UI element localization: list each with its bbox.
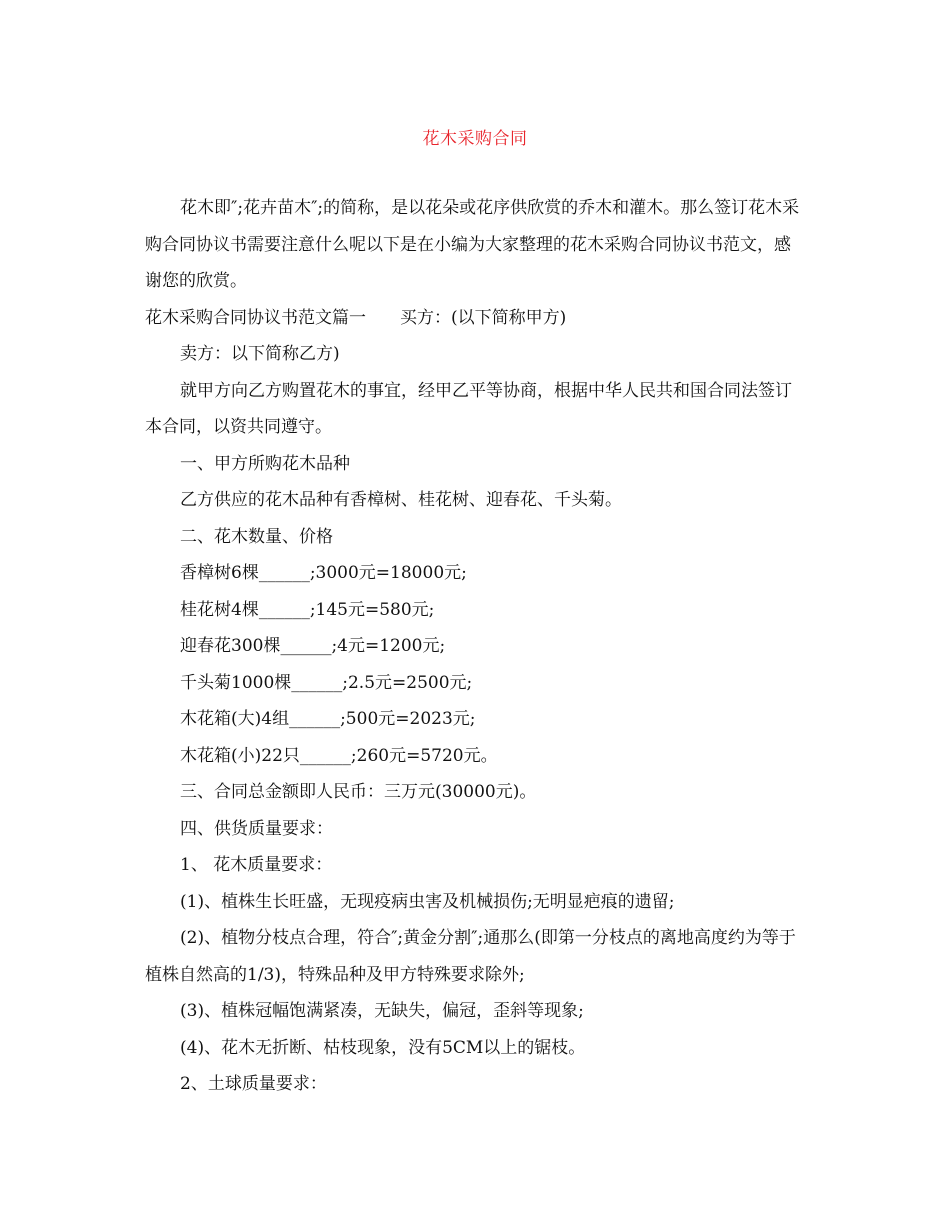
quality-item-3: (3)、植株冠幅饱满紧凑，无缺失，偏冠，歪斜等现象; <box>180 1001 584 1021</box>
price-line-chrysanthemum: 千头菊1000棵______;2.5元=2500元; <box>180 672 473 693</box>
quality-item-4: (4)、花木无折断、枯枝现象，没有5CM以上的锯枝。 <box>180 1037 586 1058</box>
price-line-osmanthus: 桂花树4棵______;145元=580元; <box>180 599 435 620</box>
price-line-jasmine: 迎春花300棵______;4元=1200元; <box>180 636 446 656</box>
section-heading-quality: 四、供货质量要求： <box>180 818 333 839</box>
paragraph-preamble: 就甲方向乙方购置花木的事宜，经甲乙平等协商，根据中华人民共和国合同法签订本合同，以资共同遵守。 <box>145 380 792 437</box>
document-body <box>145 190 807 1103</box>
section-heading-quantity-price: 二、花木数量、价格 <box>180 526 333 547</box>
paragraph-intro: 花木即″;花卉苗木″;的简称，是以花朵或花序供欣赏的乔木和灌木。那么签订花木采购合同协议书需要注意什么呢以下是在小编为大家整理的花木采购合同协议书范文，感谢您的欣赏。 <box>145 198 800 291</box>
quality-item-2: (2)、植物分枝点合理，符合″;黄金分割″;通那么(即第一分枝点的离地高度约为等于植株自然高的1/3)，特殊品种及甲方特殊要求除外; <box>145 928 796 985</box>
section-heading-total: 三、合同总金额即人民币：三万元(30000元)。 <box>180 782 537 802</box>
document-title: 花木采购合同 <box>422 129 528 149</box>
quality-item-1: (1)、植株生长旺盛，无现疫病虫害及机械损伤;无明显疤痕的遗留; <box>180 891 675 912</box>
paragraph-seller: 卖方：以下简称乙方) <box>180 344 340 364</box>
subheading-plant-quality: 1、 花木质量要求： <box>180 855 333 875</box>
price-line-planter-large: 木花箱(大)4组______;500元=2023元; <box>180 709 476 729</box>
paragraph-heading-sample: 花木采购合同协议书范文篇一 买方：(以下简称甲方) <box>145 307 567 328</box>
section-heading-varieties: 一、甲方所购花木品种 <box>180 453 350 474</box>
price-line-camphor: 香樟树6棵______;3000元=18000元; <box>180 563 467 583</box>
subheading-soil-ball-quality: 2、土球质量要求： <box>180 1074 327 1094</box>
price-line-planter-small: 木花箱(小)22只______;260元=5720元。 <box>180 745 498 766</box>
paragraph-varieties: 乙方供应的花木品种有香樟树、桂花树、迎春花、千头菊。 <box>180 490 622 510</box>
